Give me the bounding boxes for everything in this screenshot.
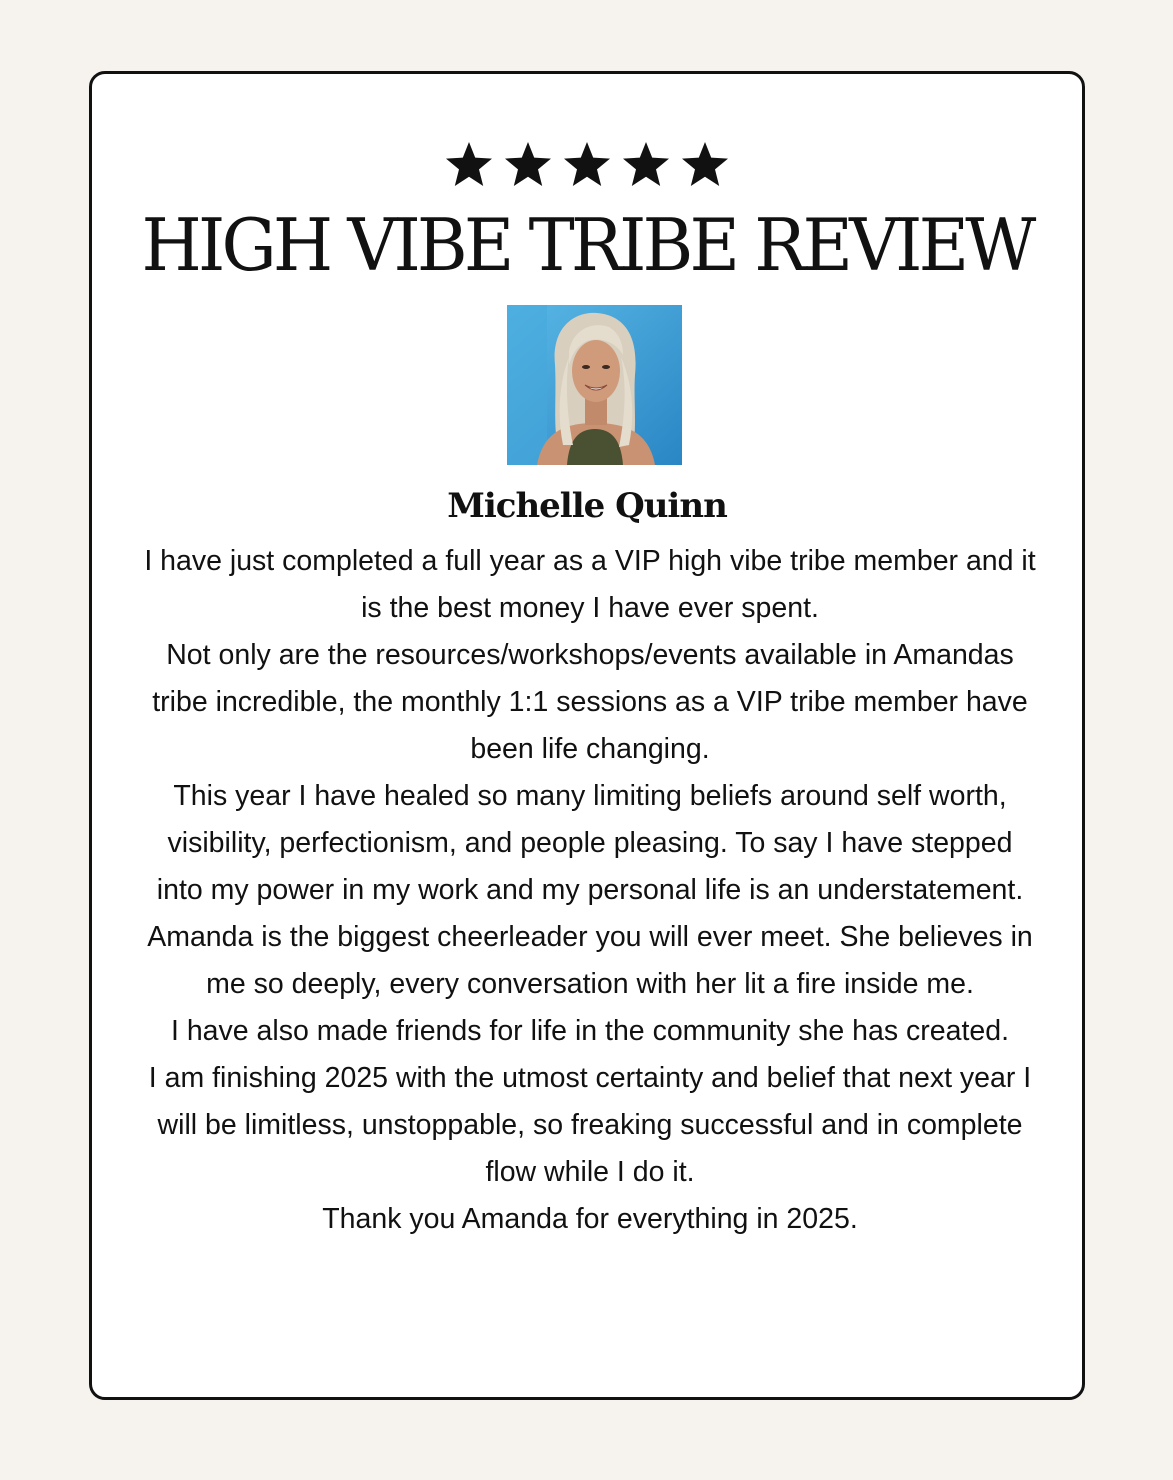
review-paragraph: Not only are the resources/workshops/events available in Amandas tribe incredible, the monthly 1:1 sessions as a VIP tribe member have been life changing. xyxy=(152,639,1028,765)
review-paragraph: Thank you Amanda for everything in 2025. xyxy=(322,1203,858,1235)
review-paragraph: I am finishing 2025 with the utmost certainty and belief that next year I will be limitless, unstoppable, so freaking successful and in complete flow while I do it. xyxy=(148,1062,1032,1188)
star-icon xyxy=(503,140,553,190)
review-paragraph: This year I have healed so many limiting beliefs around self worth, visibility, perfectionism, and people pleasing. To say I have stepped into my power in my work and my personal life is an understatement. xyxy=(156,780,1024,906)
review-title: HIGH VIBE TRIBE REVIEW xyxy=(141,203,1033,287)
review-paragraph: Amanda is the biggest cheerleader you will ever meet. She believes in me so deeply, every conversation with her lit a fire inside me. xyxy=(147,921,1033,1000)
review-card xyxy=(89,71,1085,1400)
star-icon xyxy=(444,140,494,190)
reviewer-name: Michelle Quinn xyxy=(447,486,727,526)
review-paragraph: I have also made friends for life in the community she has created. xyxy=(170,1015,1009,1047)
star-icon xyxy=(562,140,612,190)
review-paragraph: I have just completed a full year as a VIP high vibe tribe member and it is the best money I have ever spent. xyxy=(144,545,1036,624)
review-text xyxy=(142,538,1038,1243)
star-icon xyxy=(680,140,730,190)
reviewer-photo xyxy=(507,305,682,465)
star-icon xyxy=(621,140,671,190)
star-rating xyxy=(92,140,1082,190)
